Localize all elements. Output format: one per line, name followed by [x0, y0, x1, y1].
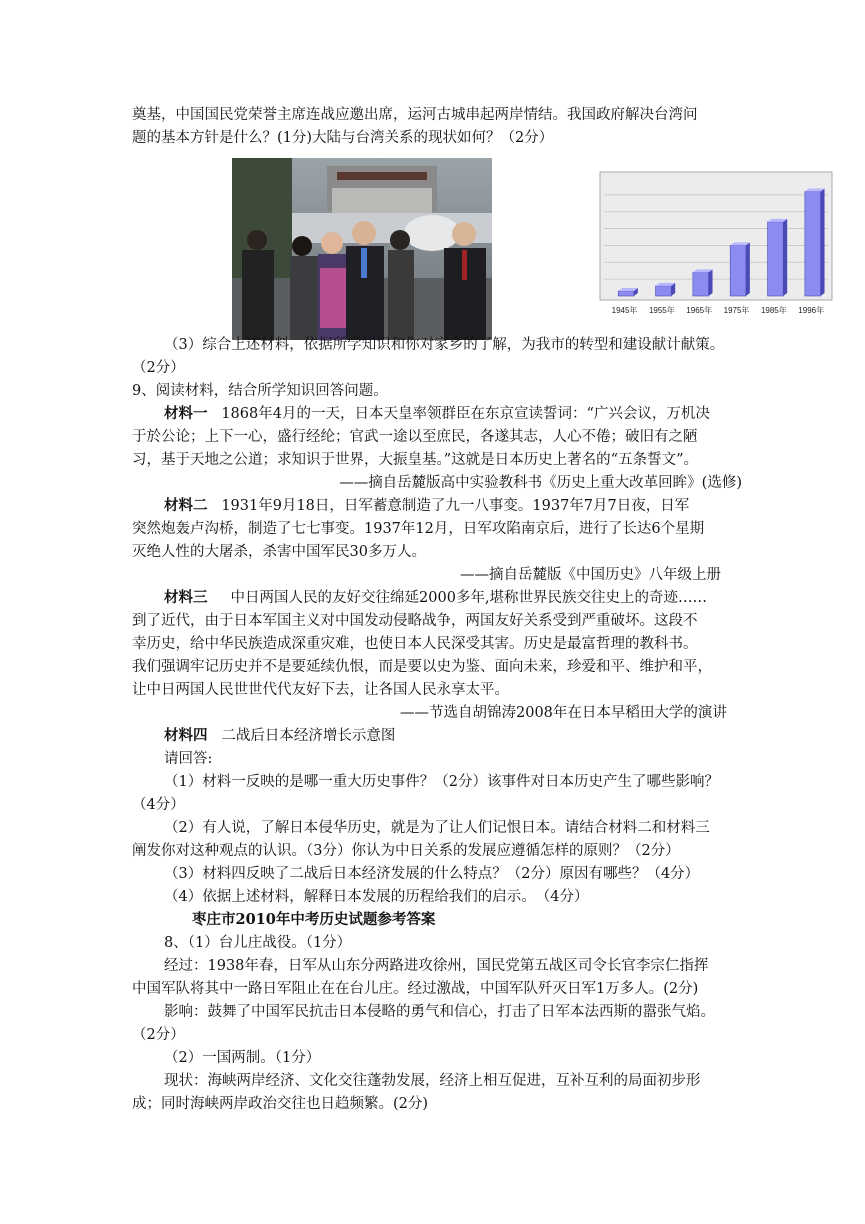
- answer-8-impact: 影响：鼓舞了中国军民抗击日本侵略的勇气和信心，打击了日军本法西斯的嚣张气焰。: [164, 1004, 715, 1020]
- question-2: （2）有人说，了解日本侵华历史，就是为了让人们记恨日本。请结合材料二和材料三: [164, 820, 710, 836]
- answer-8-1: 8、（1）台儿庄战役。（1分）: [164, 935, 352, 951]
- material-3-label: 材料三: [164, 589, 208, 606]
- japan-economy-chart: [596, 170, 834, 320]
- material-3-first-line: [164, 587, 742, 609]
- text-line: 奠基，中国国民党荣誉主席连战应邀出席，运河古城串起两岸情结。我国政府解决台湾问: [132, 107, 698, 123]
- x-tick-label: 1965年: [686, 306, 713, 315]
- x-tick-label: 1945年: [611, 306, 638, 315]
- prompt-label: 请回答:: [164, 751, 213, 767]
- material-1-label: 材料一: [164, 405, 208, 422]
- photo-illustration: [232, 158, 492, 340]
- answer-8-impact-points: （2分）: [132, 1027, 185, 1043]
- material-1-text: 1868年4月的一天，日本天皇率领群臣在东京宣读誓词：“广兴会议，万机决: [221, 406, 710, 422]
- material-2-text: 灭绝人性的大屠杀，杀害中国军民30多万人。: [132, 544, 426, 560]
- answer-8-process: 经过：1938年春，日军从山东分两路进攻徐州，国民党第五战区司令长官李宗仁指挥: [164, 958, 709, 974]
- answer-key-title: 枣庄市2010年中考历史试题参考答案: [192, 911, 436, 928]
- tick-labels: [612, 305, 824, 315]
- material-4-line: [164, 725, 742, 747]
- material-4-label: 材料四: [164, 727, 208, 744]
- bar-1975年: [730, 242, 750, 296]
- material-2-text: 突然炮轰卢沟桥，制造了七七事变。1937年12月，日军攻陷南京后，进行了长达6个星期: [132, 521, 705, 537]
- delegation-photo: [232, 158, 492, 340]
- plot-area: [600, 172, 832, 300]
- x-tick-label: 1985年: [760, 306, 787, 315]
- bar-1996年: [805, 188, 825, 296]
- material-3-source: ——节选自胡锦涛2008年在日本早稻田大学的演讲: [400, 705, 727, 721]
- material-3-text: 到了近代，由于日本军国主义对中国发动侵略战争，两国友好关系受到严重破坏。这段不: [132, 613, 698, 629]
- x-tick-label: 1996年: [798, 306, 825, 315]
- question-9-heading: 9、阅读材料，结合所学知识回答问题。: [132, 383, 388, 399]
- question-3: （3）材料四反映了二战后日本经济发展的什么特点？（2分）原因有哪些？（4分）: [164, 866, 700, 882]
- answer-8-status: 现状：海峡两岸经济、文化交往蓬勃发展，经济上相互促进，互补互利的局面初步形: [164, 1073, 701, 1089]
- question-4: （4）依据上述材料，解释日本发展的历程给我们的启示。 （4分）: [164, 889, 589, 905]
- text-line: （2分）: [132, 360, 185, 376]
- material-1-source: ——摘自岳麓版高中实验教科书《历史上重大改革回眸》(选修): [339, 475, 742, 491]
- material-3-text: 中日两国人民的友好交往绵延2000多年,堪称世界民族交往史上的奇迹……: [230, 590, 708, 606]
- material-1-text: 习，基于天地之公道；求知识于世界，大振皇基。”这就是日本历史上著名的“五条誓文”。: [132, 452, 698, 468]
- material-3-text: 幸历史，给中华民族造成深重灾难，也使日本人民深受其害。历史是最富哲理的教科书。: [132, 636, 698, 652]
- material-1-first-line: [164, 403, 742, 425]
- material-3-text: 让中日两国人民世世代代友好下去，让各国人民永享太平。: [132, 682, 509, 698]
- question-1: （1）材料一反映的是哪一重大历史事件？（2分）该事件对日本历史产生了哪些影响？: [164, 774, 719, 790]
- question-2-continued: 阐发你对这种观点的认识。（3分）你认为中日关系的发展应遵循怎样的原则？（2分）: [132, 843, 680, 859]
- bar-1965年: [693, 269, 713, 296]
- material-1-text: 于於公论；上下一心，盛行经纶；官武一途以至庶民，各遂其志，人心不倦；破旧有之陋: [132, 429, 698, 445]
- answer-8-process-continued: 中国军队将其中一路日军阻止在在台儿庄。经过激战，中国军队歼灭日军1万多人。(2分): [132, 981, 699, 997]
- x-tick-label: 1975年: [723, 306, 750, 315]
- x-tick-label: 1955年: [648, 306, 675, 315]
- material-2-source: ——摘自岳麓版《中国历史》八年级上册: [460, 567, 721, 583]
- bar-1955年: [656, 283, 676, 296]
- bar-1985年: [768, 219, 788, 296]
- material-2-first-line: [164, 495, 742, 517]
- material-2-label: 材料二: [164, 497, 208, 514]
- bar-chart: [596, 170, 834, 320]
- text-line: 题的基本方针是什么？(1分)大陆与台湾关系的现状如何？（2分）: [132, 130, 554, 146]
- material-4-text: 二战后日本经济增长示意图: [221, 728, 396, 744]
- text-line: （3）综合上述材料，依据所学知识和你对家乡的了解，为我市的转型和建设献计献策。: [164, 337, 725, 353]
- material-2-text: 1931年9月18日，日军蓄意制造了九一八事变。1937年7月7日夜，日军: [221, 498, 690, 514]
- question-1-points: （4分）: [132, 797, 185, 813]
- bar-1945年: [618, 288, 638, 296]
- answer-8-2: （2）一国两制。（1分）: [164, 1050, 321, 1066]
- material-3-text: 我们强调牢记历史并不是要延续仇恨，而是要以史为鉴、面向未来，珍爱和平、维护和平，: [132, 659, 712, 675]
- answer-8-status-continued: 成；同时海峡两岸政治交往也日趋频繁。(2分): [132, 1096, 429, 1112]
